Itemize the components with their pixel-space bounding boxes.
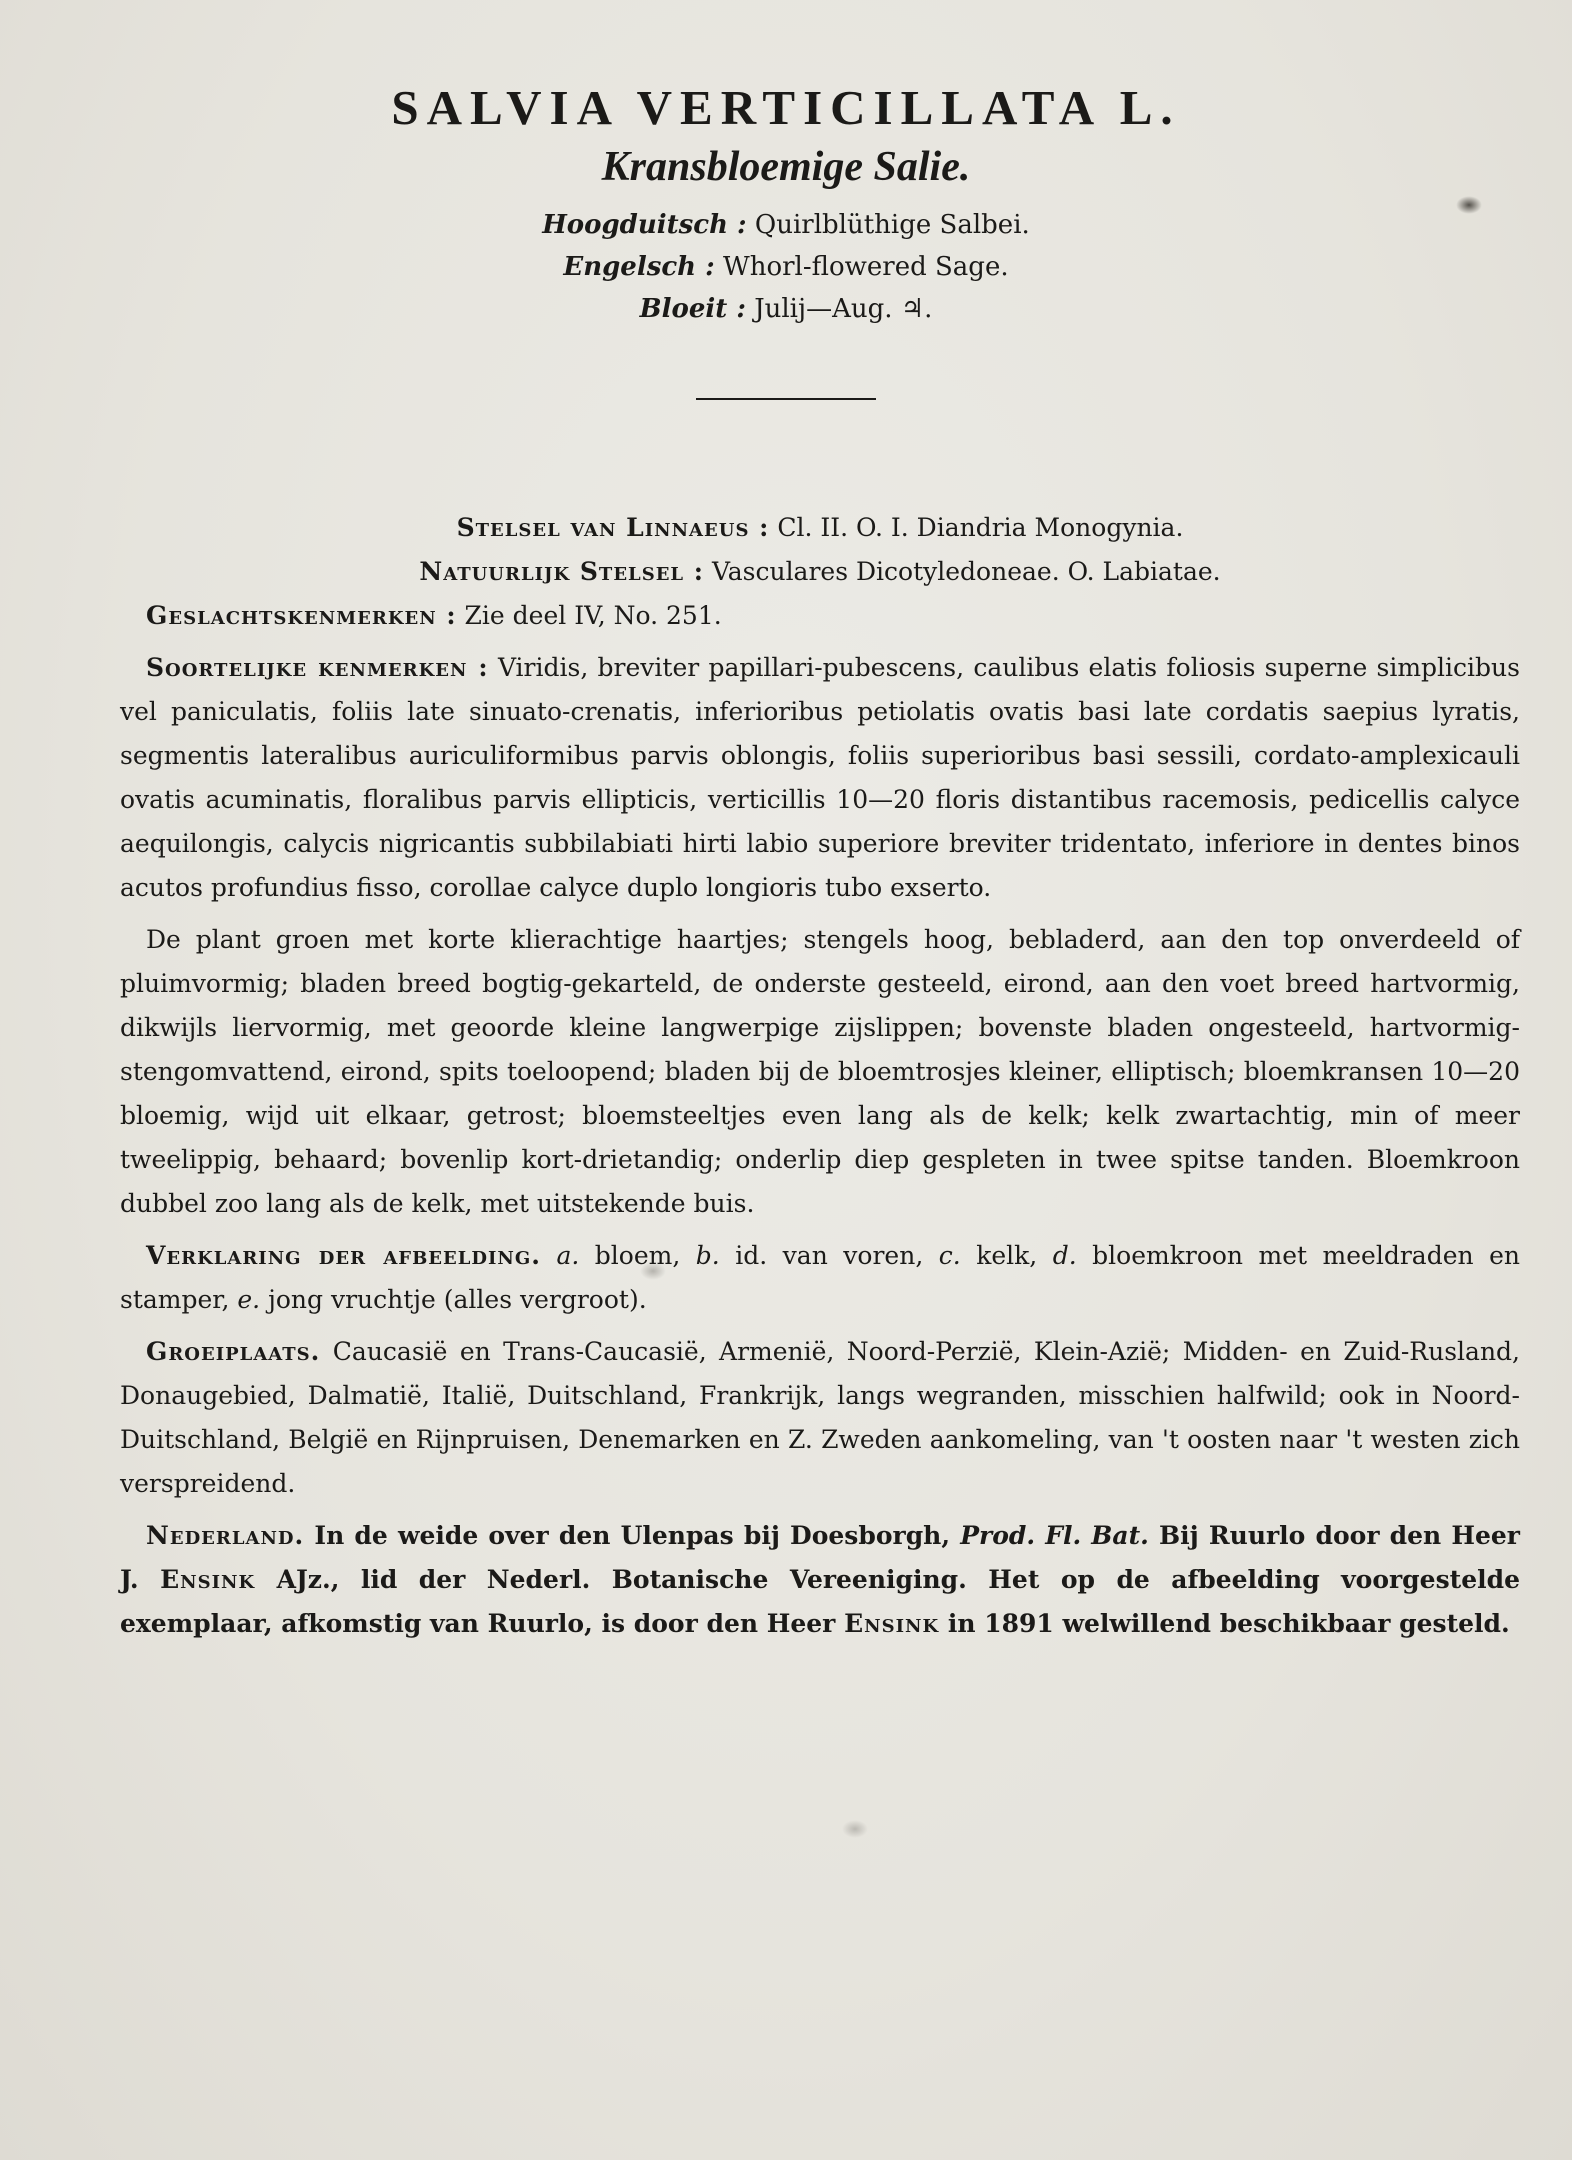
ink-spot [842,1820,868,1838]
species-title: SALVIA VERTICILLATA L. [391,80,1181,135]
german-name-line [0,204,1572,246]
english-label: Engelsch : [563,252,715,282]
figure-text-e: jong vruchtje (alles vergroot). [260,1285,647,1314]
flowering-period: Julij—Aug. ♃. [754,294,933,324]
figure-key-b: b. [695,1241,720,1270]
figure-key-c: c. [938,1241,961,1270]
header [0,78,1572,400]
netherlands-text-4: in 1891 welwillend beschikbaar gesteld. [947,1609,1510,1638]
document-body [120,506,1520,1654]
figure-text-b: id. van voren, [719,1241,939,1270]
netherlands [120,1514,1520,1646]
figure-explanation-label: Verklaring der afbeelding. [146,1241,541,1270]
habitat-label: Groeiplaats. [146,1337,321,1366]
figure-key-e: e. [237,1285,261,1314]
genus-characters-label: Geslachtskenmerken : [146,601,457,630]
plant-description: De plant groen met korte klierachtige haartjes; stengels hoog, bebladerd, aan den top onverdeeld of pluimvormig; bladen breed bogtig-gekarteld, de onderste gesteeld, eirond, aan den voet breed hartvormig, dikwijls liervormig, met geoorde kleine langwerpige zijslippen; bovenste bladen ongesteeld, hartvormig-stengomvattend, eirond, spits toeloopend; bladen bij de bloemtrosjes kleiner, elliptisch; bloemkransen 10—20 bloemig, wijd uit elkaar, getrost; bloemsteeltjes even lang als de kelk; kelk zwartachtig, min of meer tweelippig, behaard; bovenlip kort-drietandig; onderlip diep gespleten in twee spitse tanden. Bloemkroon dubbel zoo lang als de kelk, met uitstekende buis. [120,925,1520,1218]
natural-system [120,550,1520,594]
figure-key-d: d. [1052,1241,1077,1270]
linnaeus-value: Cl. II. O. I. Diandria Monogynia. [777,513,1184,542]
english-name-line [0,246,1572,288]
habitat [120,1330,1520,1506]
species-characters [120,646,1520,910]
species-characters-label: Soortelijke kenmerken : [146,653,489,682]
species-characters-value: Viridis, breviter papillari-pubescens, caulibus elatis foliosis superne simplicibus vel paniculatis, foliis late sinuato-crenatis, inferioribus petiolatis ovatis basi late cordatis saepius lyratis, segmentis lateralibus auriculiformibus parvis oblongis, foliis superioribus basi sessili, cordato-amplexicauli ovatis acuminatis, floralibus parvis ellipticis, verticillis 10—20 floris distantibus racemosis, pedicellis calyce aequilongis, calycis nigricantis subbilabiati hirti labio superiore breviter tridentato, inferiore in dentes binos acutos profundius fisso, corollae calyce duplo longioris tubo exserto. [120,653,1520,902]
genus-characters [120,594,1520,638]
person-name-1: Ensink [160,1565,256,1594]
netherlands-label: Nederland. [146,1521,305,1550]
natural-system-label: Natuurlijk Stelsel : [419,557,705,586]
figure-explanation [120,1234,1520,1322]
netherlands-reference: Prod. Fl. Bat. [960,1521,1149,1550]
genus-characters-value: Zie deel IV, No. 251. [464,601,722,630]
netherlands-text-3: AJz., lid der Nederl. Botanische Vereeniging. Het op de afbeelding voorgestelde exemplaar, afkomstig van Ruurlo, is door den Heer [120,1565,1520,1638]
divider-rule [696,398,876,400]
netherlands-text-2: Bij Ruurlo door den Heer J. [120,1521,1520,1594]
netherlands-text-1: In de weide over den Ulenpas bij Doesborgh, [314,1521,951,1550]
flowering-label: Bloeit : [639,294,746,324]
habitat-value: Caucasië en Trans-Caucasië, Armenië, Noord-Perzië, Klein-Azië; Midden- en Zuid-Rusland, Donaugebied, Dalmatië, Italië, Duitschland, Frankrijk, langs wegranden, misschien halfwild; ook in Noord-Duitschland, België en Rijnpruisen, Denemarken en Z. Zweden aankomeling, van 't oosten naar 't westen zich verspreidend. [120,1337,1521,1498]
english-name: Whorl-flowered Sage. [722,252,1009,282]
figure-key-a: a. [556,1241,580,1270]
person-name-2: Ensink [844,1609,940,1638]
figure-text-d: bloemkroon met meeldraden en stamper, [120,1241,1520,1314]
german-name: Quirlblüthige Salbei. [754,210,1030,240]
linnaeus-system [120,506,1520,550]
figure-text-a: bloem, [579,1241,696,1270]
figure-text-c: kelk, [960,1241,1053,1270]
vernacular-name: Kransbloemige Salie. [601,144,971,190]
german-label: Hoogduitsch : [542,210,747,240]
linnaeus-label: Stelsel van Linnaeus : [456,513,770,542]
natural-system-value: Vasculares Dicotyledoneae. O. Labiatae. [711,557,1221,586]
flowering-line [0,288,1572,330]
